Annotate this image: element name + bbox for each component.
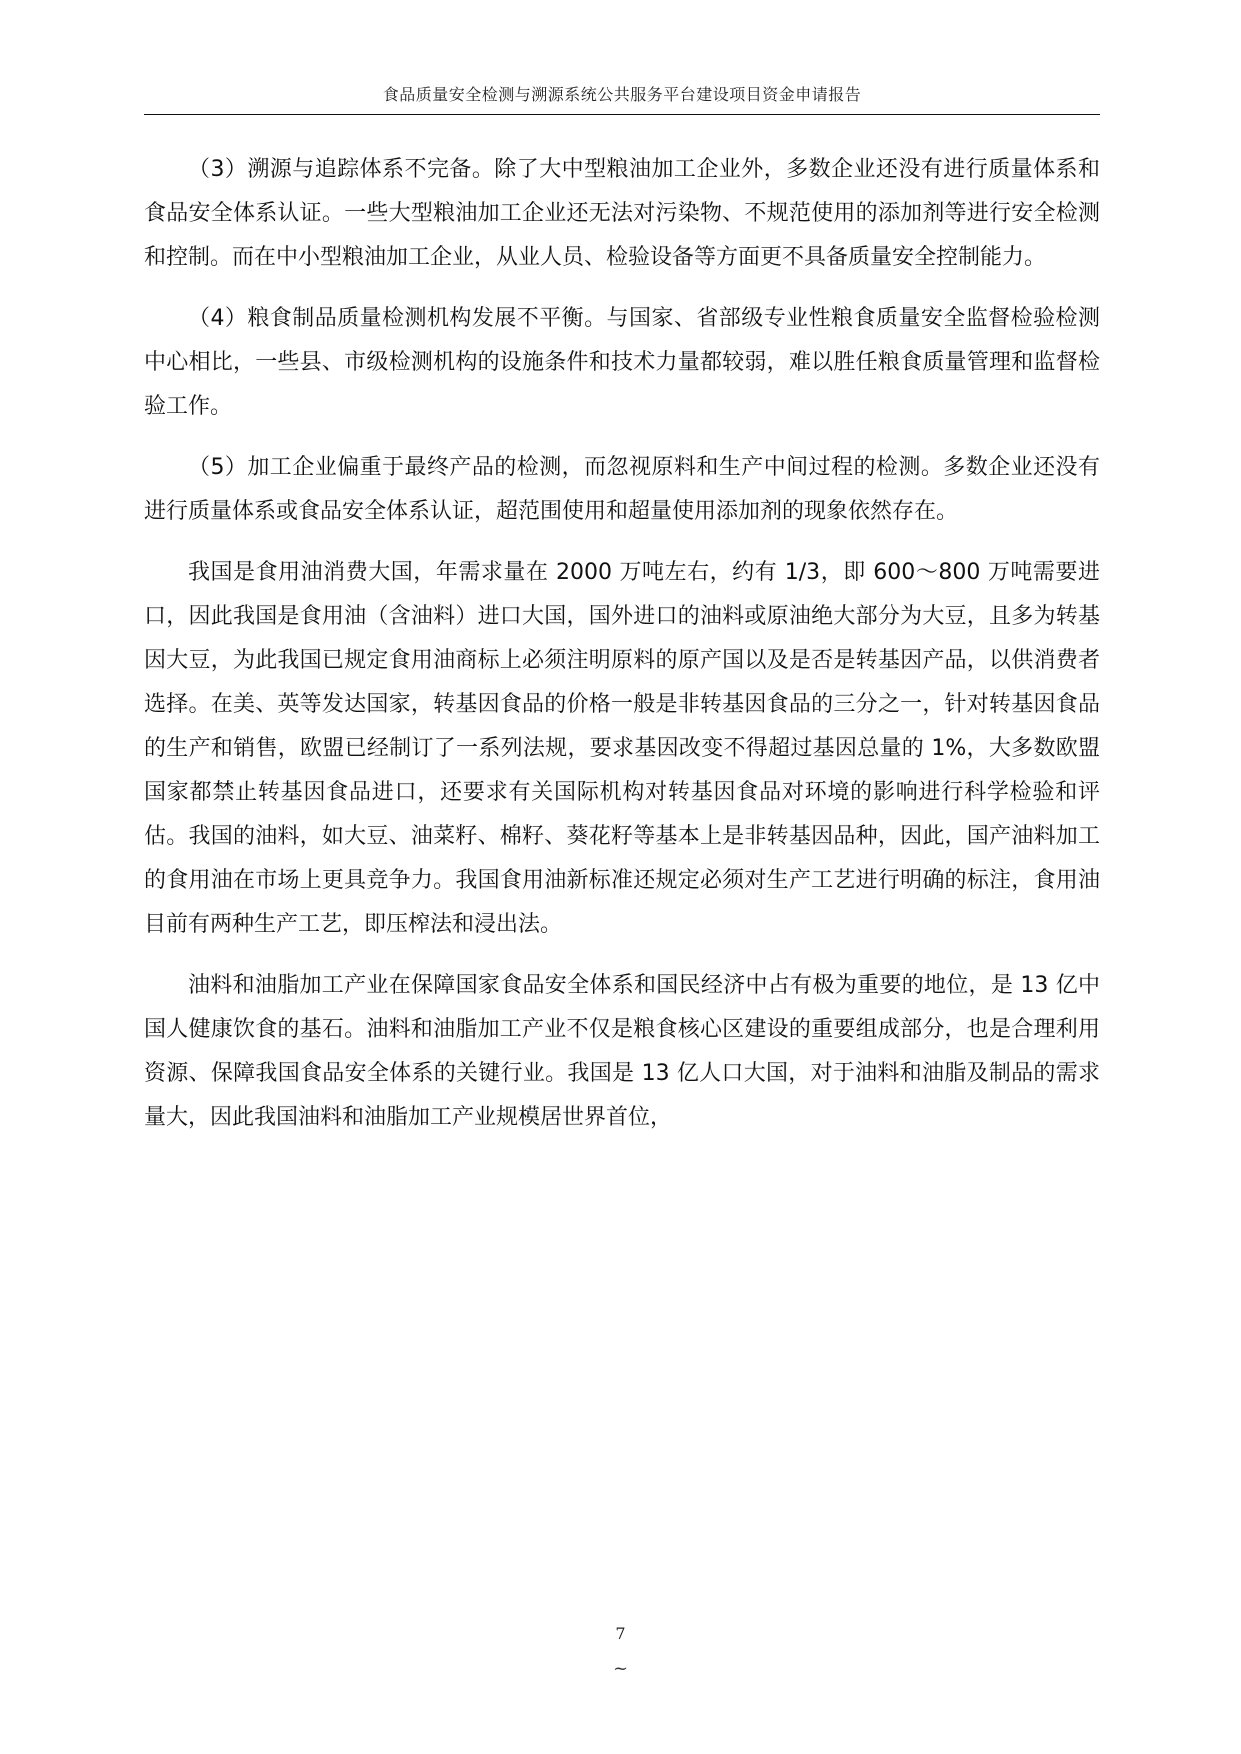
paragraph: （4）粮食制品质量检测机构发展不平衡。与国家、省部级专业性粮食质量安全监督检验检测中心相比，一些县、市级检测机构的设施条件和技术力量都较弱，难以胜任粮食质量管理和监督检验工作。 — [144, 306, 1100, 419]
paragraph: 油料和油脂加工产业在保障国家食品安全体系和国民经济中占有极为重要的地位，是 13 亿中国人健康饮食的基石。油料和油脂加工产业不仅是粮食核心区建设的重要组成部分，也是合理利用资源、保障我国食品安全体系的关键行业。我国是 13 亿人口大国，对于油料和油脂及制品的需求量大，因此我国油料和油脂加工产业规模居世界首位， — [144, 973, 1100, 1130]
footer-mark: ~ — [612, 1658, 629, 1679]
running-header: 食品质量安全检测与溯源系统公共服务平台建设项目资金申请报告 — [382, 85, 862, 104]
paragraph: （3）溯源与追踪体系不完备。除了大中型粮油加工企业外，多数企业还没有进行质量体系和食品安全体系认证。一些大型粮油加工企业还无法对污染物、不规范使用的添加剂等进行安全检测和控制。而在中小型粮油加工企业，从业人员、检验设备等方面更不具备质量安全控制能力。 — [144, 157, 1100, 270]
page-number: 7 — [615, 1624, 626, 1643]
paragraph: （5）加工企业偏重于最终产品的检测，而忽视原料和生产中间过程的检测。多数企业还没有进行质量体系或食品安全体系认证，超范围使用和超量使用添加剂的现象依然存在。 — [144, 455, 1100, 524]
document-body — [144, 148, 1100, 1157]
header-rule — [144, 114, 1100, 115]
paragraph: 我国是食用油消费大国，年需求量在 2000 万吨左右，约有 1/3，即 600～800 万吨需要进口，因此我国是食用油（含油料）进口大国，国外进口的油料或原油绝大部分为大豆，且多为转基因大豆，为此我国已规定食用油商标上必须注明原料的原产国以及是否是转基因产品，以供消费者选择。在美、英等发达国家，转基因食品的价格一般是非转基因食品的三分之一，针对转基因食品的生产和销售，欧盟已经制订了一系列法规，要求基因改变不得超过基因总量的 1%，大多数欧盟国家都禁止转基因食品进口，还要求有关国际机构对转基因食品对环境的影响进行科学检验和评估。我国的油料，如大豆、油菜籽、棉籽、葵花籽等基本上是非转基因品种，因此，国产油料加工的食用油在市场上更具竞争力。我国食用油新标准还规定必须对生产工艺进行明确的标注，食用油目前有两种生产工艺，即压榨法和浸出法。 — [144, 560, 1100, 937]
